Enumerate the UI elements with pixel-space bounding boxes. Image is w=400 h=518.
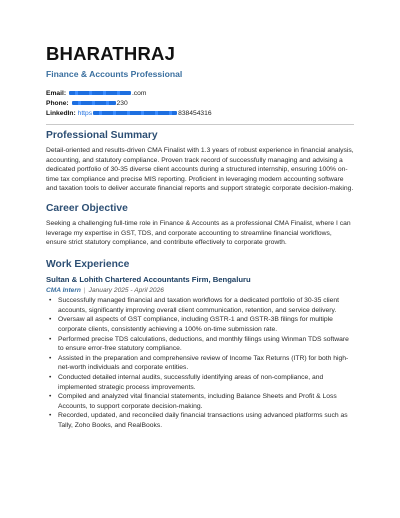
- summary-text: Detail-oriented and results-driven CMA Finalist with 1.3 years of robust experience in financial analysis, accounting, and statutory compliance. Proven track record of successfully managing and advising a dedicated portfolio of 30-35 diverse client accounts during a structured internship, ensuring 100% on-time tax compliance and precise MIS reporting. Proficient in leveraging modern accounting software and taxation tools to deliver accurate financial reports and support strategic corporate decision-making.: [46, 147, 354, 193]
- phone-row: [46, 99, 354, 109]
- job-meta: [46, 286, 354, 296]
- job-bullet: • Oversaw all aspects of GST compliance, including GSTR-1 and GSTR-3B filings for multiple corporate clients, consistently achieving a 100% on-time submission rate.: [58, 315, 354, 334]
- linkedin-suffix: 838454316: [178, 110, 212, 117]
- job-firm: Sultan & Lohith Chartered Accountants Firm, Bengaluru: [46, 274, 251, 284]
- experience-section: [46, 258, 354, 431]
- job-bullet: • Performed precise TDS calculations, deductions, and monthly filings using Winman TDS software to ensure error-free statutory compliance.: [58, 335, 354, 354]
- job-dates: January 2025 - April 2026: [88, 286, 164, 294]
- experience-heading: Work Experience: [46, 258, 130, 270]
- objective-text: Seeking a challenging full-time role in Finance & Accounts as a professional CMA Finalist, where I can leverage my expertise in GST, TDS, and corporate accounting to streamline financial workflows, ensure strict statutory compliance, and contribute effectively to corporate growth.: [46, 219, 351, 247]
- phone-suffix: 230: [116, 100, 128, 107]
- job-bullet: • Compiled and analyzed vital financial statements, including Balance Sheets and Profit & Loss Accounts, to support corporate decision-making.: [58, 392, 354, 411]
- job-bullet: • Conducted detailed internal audits, successfully identifying areas of non-compliance, and implemented strategic process improvements.: [58, 373, 354, 392]
- linkedin-label: LinkedIn:: [46, 110, 76, 117]
- email-row: [46, 89, 354, 99]
- linkedin-row: [46, 109, 354, 119]
- header-divider: [46, 124, 354, 125]
- objective-heading: Career Objective: [46, 202, 128, 214]
- contact-block: [46, 89, 354, 125]
- candidate-role: Finance & Accounts Professional: [46, 69, 183, 79]
- phone-label: Phone:: [46, 100, 69, 107]
- job-separator: |: [83, 286, 86, 294]
- linkedin-prefix[interactable]: https: [77, 110, 93, 117]
- email-label: Email:: [46, 90, 67, 97]
- job-position: CMA Intern: [46, 286, 81, 294]
- objective-section: [46, 202, 354, 248]
- job-bullet: • Successfully managed financial and taxation workflows for a dedicated portfolio of 30-35 client accounts, significantly improving overall client communication, retention, and service delivery.: [58, 296, 354, 315]
- candidate-name: BHARATHRAJ: [46, 43, 176, 64]
- email-suffix: .com: [131, 90, 147, 97]
- summary-heading: Professional Summary: [46, 130, 158, 141]
- job-bullet: • Recorded, updated, and reconciled daily financial transactions using advanced platforms such as Tally, Zoho Books, and RealBooks.: [58, 411, 354, 430]
- job-bullets: [46, 296, 354, 430]
- phone-redaction: [72, 101, 116, 105]
- email-redaction: [69, 91, 131, 95]
- job-entry: [46, 275, 354, 431]
- job-bullet: • Assisted in the preparation and comprehensive review of Income Tax Returns (ITR) for both high-net-worth individuals and corporate entities.: [58, 354, 354, 373]
- linkedin-redaction: [93, 111, 177, 115]
- summary-section: [46, 129, 354, 194]
